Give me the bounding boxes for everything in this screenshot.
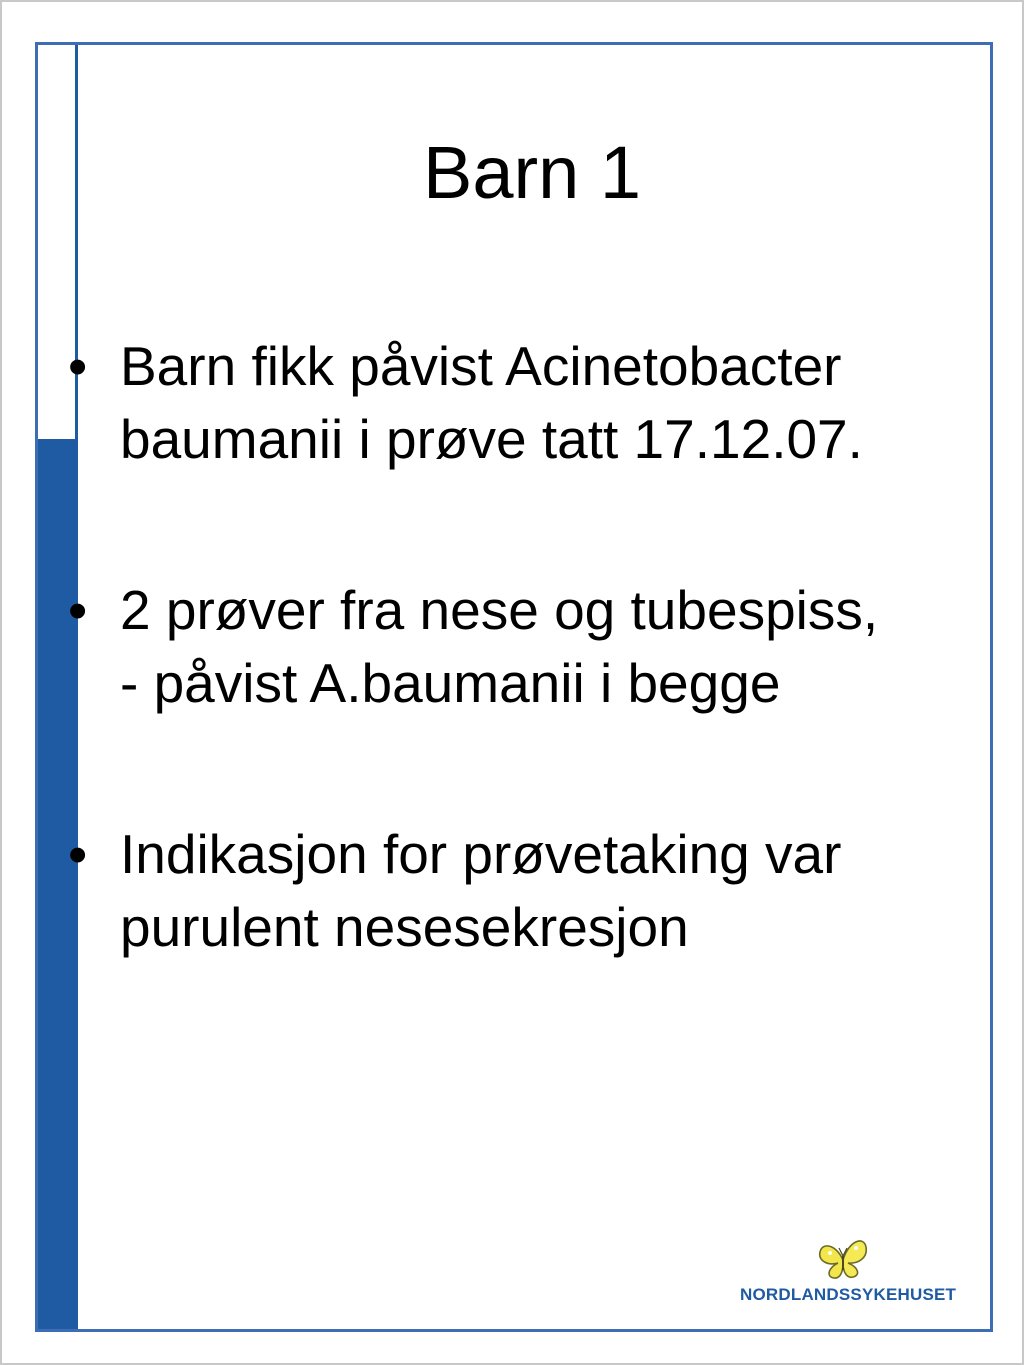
bullet-list [68,330,968,1062]
bullet-marker: • [68,823,88,885]
bullet-marker: • [68,335,88,397]
bullet-2-line-2: - påvist A.baumanii i begge [120,652,781,714]
logo-text: NORDLANDSSYKEHUSET [740,1285,957,1304]
bullet-item-2 [68,574,968,720]
bullet-2-line-1: 2 prøver fra nese og tubespiss, [120,579,879,641]
bullet-item-3 [68,818,968,964]
bullet-1-line-1: Barn fikk påvist Acinetobacter [120,335,842,397]
bullet-item-1 [68,330,968,476]
bullet-1-line-2: baumanii i prøve tatt 17.12.07. [120,408,863,470]
nordlandssykehuset-logo [738,1232,968,1312]
bullet-3-line-1: Indikasjon for prøvetaking var [120,823,842,885]
bullet-marker: • [68,579,88,641]
bullet-3-line-2: purulent nesesekresjon [120,896,689,958]
butterfly-icon [816,1234,870,1280]
slide-title: Barn 1 [422,131,642,214]
